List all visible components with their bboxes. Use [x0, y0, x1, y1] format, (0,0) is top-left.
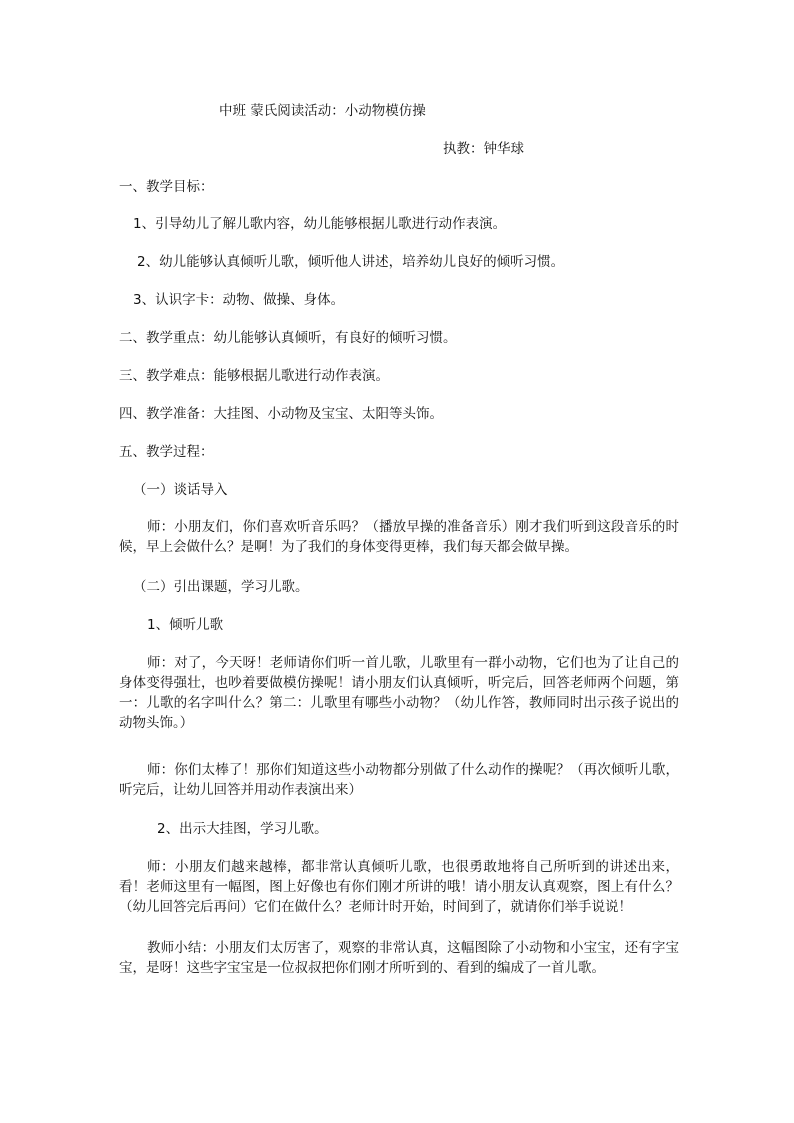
step1-paragraph-1: 师：对了，今天呀！老师请你们听一首儿歌，儿歌里有一群小动物，它们也为了让自己的身体变得强壮，也吵着要做模仿操呢！请小朋友们认真倾听，听完后，回答老师两个问题，第一：儿歌的名字叫什么？第二：儿歌里有哪些小动物？（幼儿作答，教师同时出示孩子说出的动物头饰。）	[119, 655, 679, 731]
step2-paragraph-1: 师：小朋友们越来越棒，都非常认真倾听儿歌，也很勇敢地将自己所听到的讲述出来，看！老师这里有一幅图，图上好像也有你们刚才所讲的哦！请小朋友认真观察，图上有什么？（幼儿回答完后再问）它们在做什么？老师计时开始，时间到了，就请你们举手说说！	[119, 859, 679, 915]
teacher-name: 执教：钟华球	[443, 141, 524, 157]
step1-paragraph-2: 师：你们太棒了！那你们知道这些小动物都分别做了什么动作的操呢？（再次倾听儿歌，听完后，让幼儿回答并用动作表演出来）	[119, 762, 679, 798]
objective-item-2: 2、幼儿能够认真倾听儿歌，倾听他人讲述，培养幼儿良好的倾听习惯。	[137, 254, 565, 270]
section-difficulties: 三、教学难点：能够根据儿歌进行动作表演。	[119, 368, 389, 384]
document-title: 中班 蒙氏阅读活动：小动物模仿操	[219, 103, 426, 119]
step1-heading: 1、倾听儿歌	[147, 617, 224, 633]
part1-paragraph: 师：小朋友们，你们喜欢听音乐吗？（播放早操的准备音乐）刚才我们听到这段音乐的时候，早上会做什么？是啊！为了我们的身体变得更棒，我们每天都会做早操。	[119, 519, 679, 555]
part1-heading: （一）谈话导入	[133, 482, 228, 498]
section-objectives-heading: 一、教学目标：	[119, 179, 214, 195]
section-preparation: 四、教学准备：大挂图、小动物及宝宝、太阳等头饰。	[119, 406, 443, 422]
part2-heading: （二）引出课题，学习儿歌。	[133, 579, 309, 595]
step2-paragraph-2: 教师小结：小朋友们太厉害了，观察的非常认真，这幅图除了小动物和小宝宝，还有字宝宝，是呀！这些字宝宝是一位叔叔把你们刚才所听到的、看到的编成了一首儿歌。	[119, 940, 679, 976]
section-process-heading: 五、教学过程：	[119, 444, 214, 460]
objective-item-3: 3、认识字卡：动物、做操、身体。	[133, 292, 345, 308]
step2-heading: 2、出示大挂图，学习儿歌。	[157, 821, 328, 837]
section-key-points: 二、教学重点：幼儿能够认真倾听，有良好的倾听习惯。	[119, 330, 457, 346]
objective-item-1: 1、引导幼儿了解儿歌内容，幼儿能够根据儿歌进行动作表演。	[133, 216, 507, 232]
